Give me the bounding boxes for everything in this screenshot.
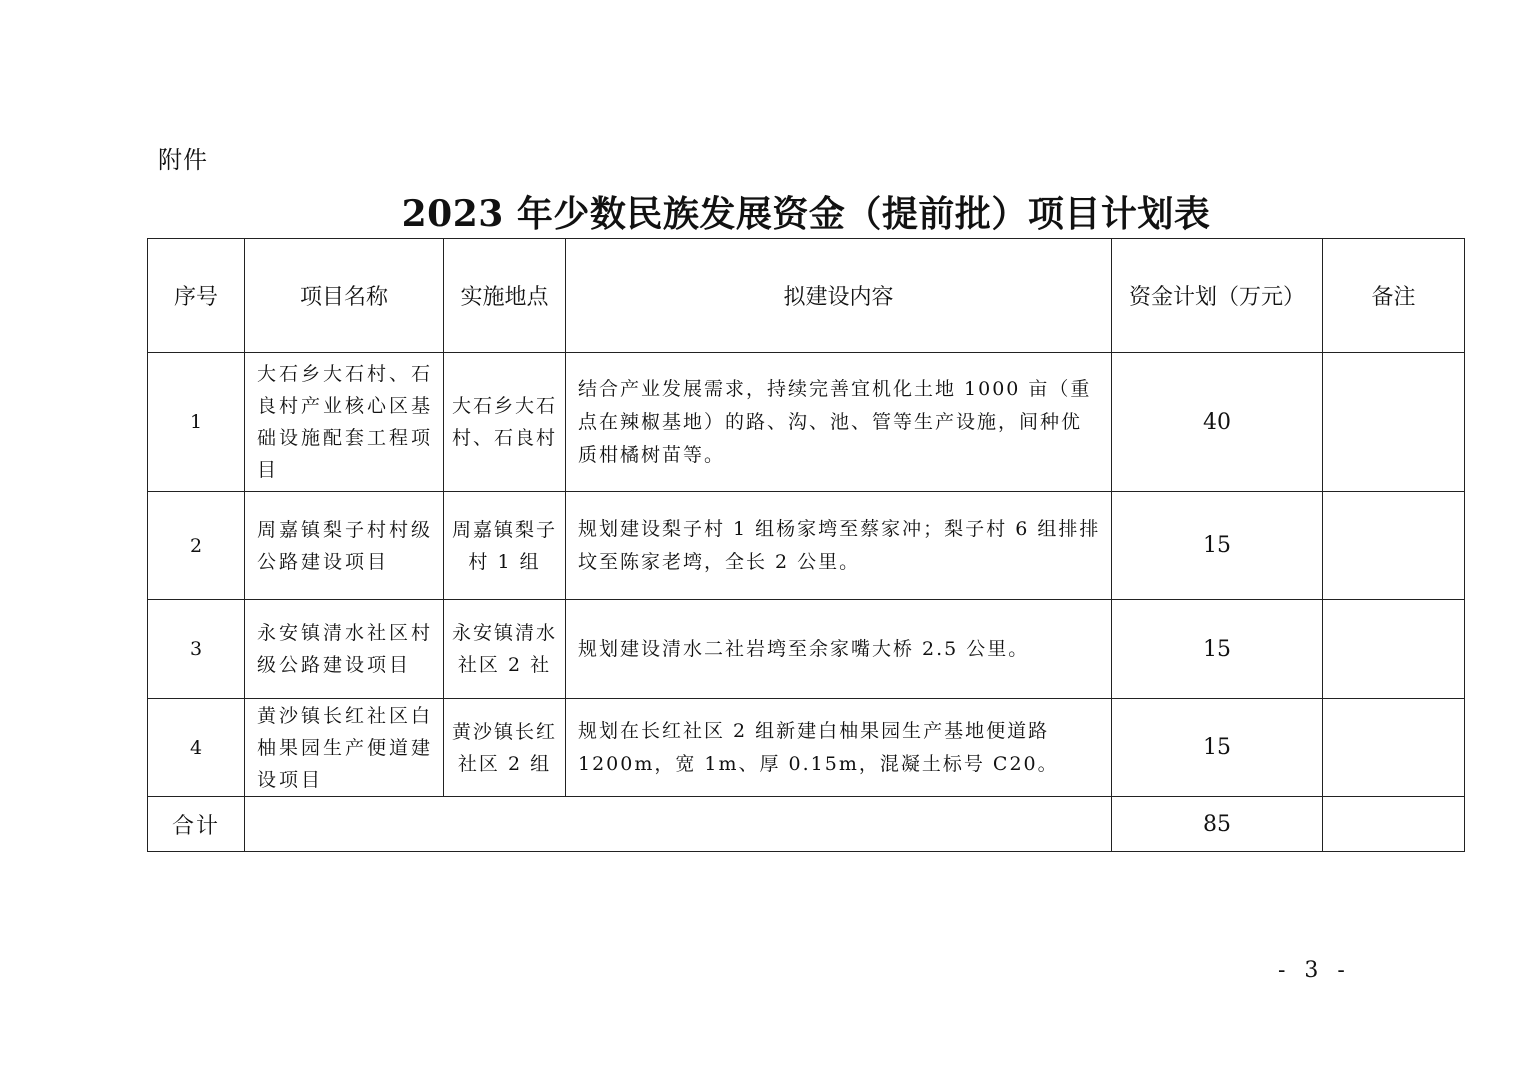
- page-number: - 3 -: [1278, 958, 1351, 983]
- header-remark: 备注: [1323, 239, 1465, 353]
- header-content: 拟建设内容: [566, 239, 1112, 353]
- header-seq: 序号: [148, 239, 245, 353]
- table-row: [148, 492, 1465, 600]
- total-remark: [1323, 797, 1465, 852]
- table-header-row: [148, 239, 1465, 353]
- row-content: 结合产业发展需求，持续完善宜机化土地 1000 亩（重点在辣椒基地）的路、沟、池、管等生产设施，间种优质柑橘树苗等。: [566, 353, 1112, 492]
- row-remark: [1323, 699, 1465, 797]
- row-content: 规划建设梨子村 1 组杨家塆至蔡家冲；梨子村 6 组排排坟至陈家老塆，全长 2 公里。: [566, 492, 1112, 600]
- row-content: 规划在长红社区 2 组新建白柚果园生产基地便道路 1200m，宽 1m、厚 0.15m，混凝土标号 C20。: [566, 699, 1112, 797]
- row-location: 黄沙镇长红社区 2 组: [444, 699, 566, 797]
- project-plan-table: [147, 238, 1465, 852]
- row-seq: 1: [148, 353, 245, 492]
- row-fund: 15: [1112, 492, 1323, 600]
- row-fund: 15: [1112, 699, 1323, 797]
- row-seq: 4: [148, 699, 245, 797]
- row-location: 大石乡大石村、石良村: [444, 353, 566, 492]
- row-project-name: 周嘉镇梨子村村级公路建设项目: [245, 492, 444, 600]
- row-remark: [1323, 492, 1465, 600]
- table-row: [148, 699, 1465, 797]
- attachment-label: 附件: [158, 146, 208, 174]
- row-fund: 40: [1112, 353, 1323, 492]
- row-location: 周嘉镇梨子村 1 组: [444, 492, 566, 600]
- header-location: 实施地点: [444, 239, 566, 353]
- row-seq: 3: [148, 600, 245, 699]
- row-remark: [1323, 600, 1465, 699]
- row-project-name: 永安镇清水社区村级公路建设项目: [245, 600, 444, 699]
- row-remark: [1323, 353, 1465, 492]
- total-fund: 85: [1112, 797, 1323, 852]
- row-project-name: 大石乡大石村、石良村产业核心区基础设施配套工程项目: [245, 353, 444, 492]
- header-name: 项目名称: [245, 239, 444, 353]
- table-row: [148, 353, 1465, 492]
- row-content: 规划建设清水二社岩塆至余家嘴大桥 2.5 公里。: [566, 600, 1112, 699]
- total-label: 合计: [148, 797, 245, 852]
- row-seq: 2: [148, 492, 245, 600]
- row-project-name: 黄沙镇长红社区白柚果园生产便道建设项目: [245, 699, 444, 797]
- row-fund: 15: [1112, 600, 1323, 699]
- total-row: [148, 797, 1465, 852]
- table-row: [148, 600, 1465, 699]
- page-title: 2023 年少数民族发展资金（提前批）项目计划表: [401, 193, 1211, 235]
- row-location: 永安镇清水社区 2 社: [444, 600, 566, 699]
- total-empty-cell: [245, 797, 1112, 852]
- header-fund: 资金计划（万元）: [1112, 239, 1323, 353]
